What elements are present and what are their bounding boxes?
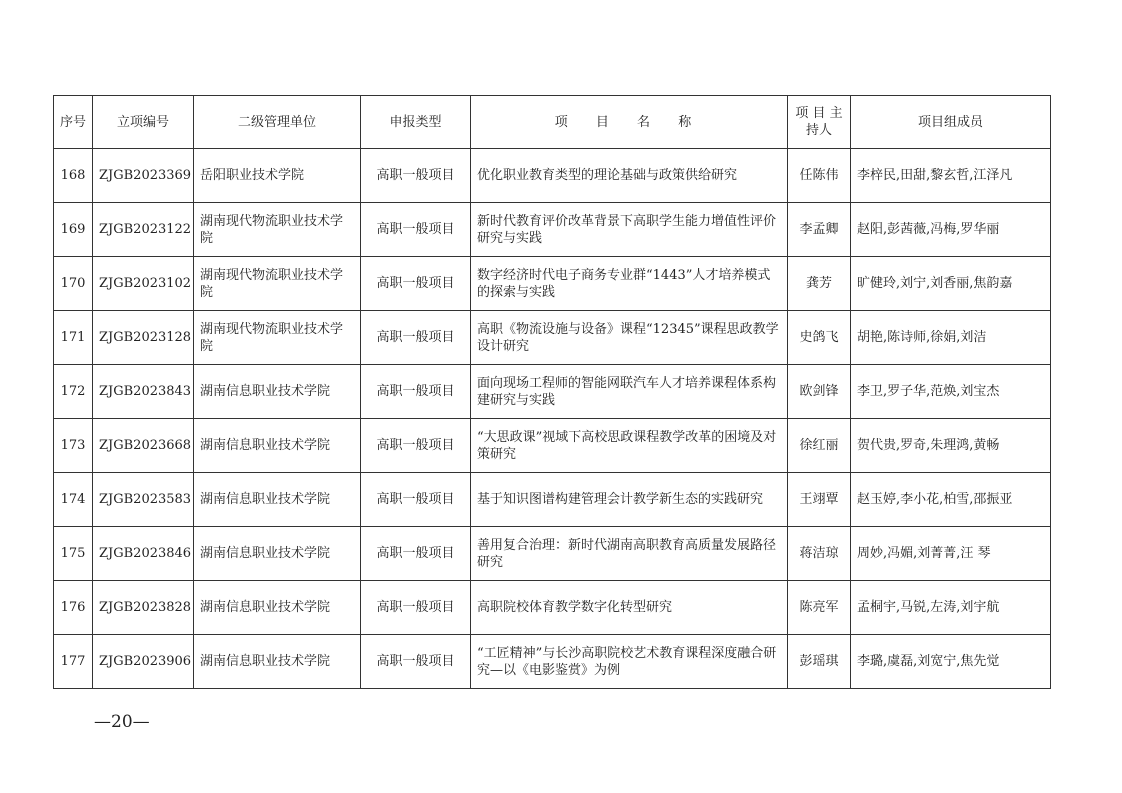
header-host: 项 目 主持人: [788, 96, 851, 149]
cell-unit: 湖南现代物流职业技术学院: [194, 257, 361, 311]
cell-host: 欧剑锋: [788, 365, 851, 419]
table-row: [54, 581, 1051, 635]
cell-seq: 176: [54, 581, 93, 635]
cell-unit: 湖南信息职业技术学院: [194, 635, 361, 689]
cell-code: ZJGB2023583: [93, 473, 194, 527]
table-row: [54, 203, 1051, 257]
cell-unit: 湖南信息职业技术学院: [194, 581, 361, 635]
table-row: [54, 149, 1051, 203]
cell-name: 基于知识图谱构建管理会计教学新生态的实践研究: [471, 473, 788, 527]
header-code: 立项编号: [93, 96, 194, 149]
cell-seq: 168: [54, 149, 93, 203]
cell-host: 史鸽飞: [788, 311, 851, 365]
cell-host: 蒋洁琼: [788, 527, 851, 581]
cell-members: 李璐,虞磊,刘宽宁,焦先觉: [851, 635, 1051, 689]
cell-name: 善用复合治理：新时代湖南高职教育高质量发展路径研究: [471, 527, 788, 581]
cell-name: 新时代教育评价改革背景下高职学生能力增值性评价研究与实践: [471, 203, 788, 257]
table-row: [54, 257, 1051, 311]
table-row: [54, 419, 1051, 473]
cell-code: ZJGB2023128: [93, 311, 194, 365]
cell-type: 高职一般项目: [361, 473, 471, 527]
cell-unit: 湖南信息职业技术学院: [194, 419, 361, 473]
cell-name: 数字经济时代电子商务专业群“1443”人才培养模式的探索与实践: [471, 257, 788, 311]
cell-name: 高职《物流设施与设备》课程“12345”课程思政教学设计研究: [471, 311, 788, 365]
cell-seq: 171: [54, 311, 93, 365]
cell-unit: 湖南信息职业技术学院: [194, 473, 361, 527]
cell-host: 任陈伟: [788, 149, 851, 203]
cell-name: “工匠精神”与长沙高职院校艺术教育课程深度融合研究—以《电影鉴赏》为例: [471, 635, 788, 689]
table-row: [54, 365, 1051, 419]
cell-members: 赵玉婷,李小花,柏雪,邵振亚: [851, 473, 1051, 527]
cell-seq: 175: [54, 527, 93, 581]
cell-seq: 172: [54, 365, 93, 419]
cell-members: 贺代贵,罗奇,朱理鸿,黄畅: [851, 419, 1051, 473]
cell-seq: 170: [54, 257, 93, 311]
cell-name: 优化职业教育类型的理论基础与政策供给研究: [471, 149, 788, 203]
cell-type: 高职一般项目: [361, 203, 471, 257]
cell-host: 陈亮军: [788, 581, 851, 635]
cell-host: 徐红丽: [788, 419, 851, 473]
cell-code: ZJGB2023122: [93, 203, 194, 257]
cell-members: 周妙,冯媚,刘菁菁,汪 琴: [851, 527, 1051, 581]
cell-members: 胡艳,陈诗师,徐娟,刘洁: [851, 311, 1051, 365]
cell-seq: 174: [54, 473, 93, 527]
table-header-row: [54, 96, 1051, 149]
cell-type: 高职一般项目: [361, 581, 471, 635]
cell-members: 李梓民,田甜,黎玄哲,江泽凡: [851, 149, 1051, 203]
projects-table: [53, 95, 1051, 689]
table-row: [54, 311, 1051, 365]
cell-type: 高职一般项目: [361, 365, 471, 419]
cell-host: 李孟卿: [788, 203, 851, 257]
cell-type: 高职一般项目: [361, 527, 471, 581]
cell-code: ZJGB2023906: [93, 635, 194, 689]
cell-code: ZJGB2023828: [93, 581, 194, 635]
cell-host: 彭瑶琪: [788, 635, 851, 689]
header-members: 项目组成员: [851, 96, 1051, 149]
table-row: [54, 473, 1051, 527]
cell-type: 高职一般项目: [361, 149, 471, 203]
cell-members: 赵阳,彭茜薇,冯梅,罗华丽: [851, 203, 1051, 257]
cell-type: 高职一般项目: [361, 257, 471, 311]
cell-type: 高职一般项目: [361, 419, 471, 473]
cell-seq: 177: [54, 635, 93, 689]
header-seq: 序号: [54, 96, 93, 149]
cell-members: 李卫,罗子华,范焕,刘宝杰: [851, 365, 1051, 419]
page-number: —20—: [94, 712, 150, 732]
cell-code: ZJGB2023843: [93, 365, 194, 419]
cell-seq: 169: [54, 203, 93, 257]
cell-name: 面向现场工程师的智能网联汽车人才培养课程体系构建研究与实践: [471, 365, 788, 419]
cell-code: ZJGB2023846: [93, 527, 194, 581]
cell-unit: 湖南信息职业技术学院: [194, 527, 361, 581]
cell-seq: 173: [54, 419, 93, 473]
header-type: 申报类型: [361, 96, 471, 149]
cell-members: 孟桐宇,马锐,左涛,刘宇航: [851, 581, 1051, 635]
cell-name: “大思政课”视域下高校思政课程教学改革的困境及对策研究: [471, 419, 788, 473]
cell-unit: 岳阳职业技术学院: [194, 149, 361, 203]
table-row: [54, 635, 1051, 689]
header-unit: 二级管理单位: [194, 96, 361, 149]
cell-unit: 湖南现代物流职业技术学院: [194, 203, 361, 257]
cell-members: 旷健玲,刘宁,刘香丽,焦韵嘉: [851, 257, 1051, 311]
cell-type: 高职一般项目: [361, 311, 471, 365]
cell-host: 王翊覃: [788, 473, 851, 527]
header-name: 项 目 名 称: [471, 96, 788, 149]
cell-unit: 湖南信息职业技术学院: [194, 365, 361, 419]
cell-code: ZJGB2023102: [93, 257, 194, 311]
cell-type: 高职一般项目: [361, 635, 471, 689]
cell-unit: 湖南现代物流职业技术学院: [194, 311, 361, 365]
cell-host: 龚芳: [788, 257, 851, 311]
table-row: [54, 527, 1051, 581]
table-body: [54, 149, 1051, 689]
cell-code: ZJGB2023668: [93, 419, 194, 473]
cell-name: 高职院校体育教学数字化转型研究: [471, 581, 788, 635]
cell-code: ZJGB2023369: [93, 149, 194, 203]
